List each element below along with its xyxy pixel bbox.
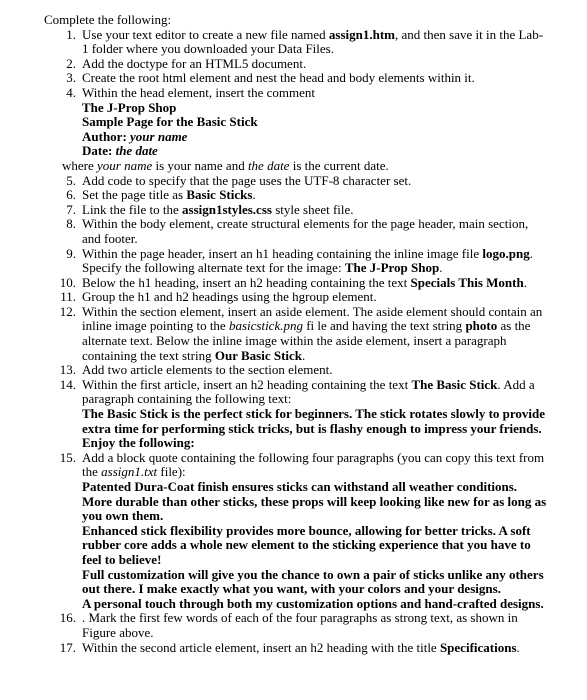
list-item: 16. . Mark the first few words of each of the four paragraphs as strong text, as shown in Figure above.	[44, 611, 547, 640]
list-item: 14. Within the first article, insert an h2 heading containing the text The Basic Stick. Add a paragraph containing the following text: The Basic Stick is the perfect stick for beginners. The stick rotates slowly to provide extra time for performing stick tricks, but is flashy enough to impress your friends. Enjoy the following:	[44, 378, 547, 451]
list-item: 7. Link the file to the assign1styles.css style sheet file.	[44, 203, 547, 218]
item-number: 6.	[66, 187, 76, 203]
comment-line-2: Sample Page for the Basic Stick	[82, 114, 258, 130]
list-item: 5. Add code to specify that the page uses the UTF-8 character set.	[44, 174, 547, 189]
blockquote-paragraph-5: A personal touch through both my customization options and hand-crafted designs.	[82, 595, 544, 611]
list-item: 8. Within the body element, create structural elements for the page header, main section, and footer.	[44, 217, 547, 246]
list-item: 9. Within the page header, insert an h1 heading containing the inline image file logo.png. Specify the following alternate text for the image: The J-Prop Shop.	[44, 247, 547, 276]
list-item: 13. Add two article elements to the section element.	[44, 363, 547, 378]
item-number: 15.	[59, 449, 76, 465]
blockquote-paragraph-4: Full customization will give you the chance to own a pair of sticks unlike any others out there. I make exactly what you want, with your colors and your designs.	[82, 566, 544, 597]
item-number: 5.	[66, 172, 76, 188]
blockquote-paragraph-3: Enhanced stick flexibility provides more bounce, allowing for better tricks. A soft rubber core adds a whole new element to the sticking experience that you have to feel to believe!	[82, 522, 531, 567]
list-item: 11. Group the h1 and h2 headings using the hgroup element.	[44, 290, 547, 305]
item-number: 10.	[59, 274, 76, 290]
list-item: 3. Create the root html element and nest the head and body elements within it.	[44, 71, 547, 86]
comment-line-3: Author: your name	[82, 128, 188, 144]
item-number: 11.	[60, 289, 76, 305]
item-number: 16.	[59, 610, 76, 626]
item-number: 1.	[66, 26, 76, 42]
list-item: 1. Use your text editor to create a new file named assign1.htm, and then save it in the Lab-1 folder where you downloaded your Data Files.	[44, 28, 547, 57]
list-item: 2. Add the doctype for an HTML5 document.	[44, 57, 547, 72]
list-item: 12. Within the section element, insert an aside element. The aside element should contain an inline image pointing to the basicstick.png fi le and having the text string photo as the alternate text. Below the inline image within the aside element, insert a paragraph containing the text string Our Basic Stick.	[44, 305, 547, 363]
blockquote-paragraph-2: More durable than other sticks, these props will keep looking like new for as long as you own them.	[82, 493, 547, 524]
list-item: 15. Add a block quote containing the following four paragraphs (you can copy this text from the assign1.txt file): Patented Dura-Coat finish ensures sticks can withstand all weather conditions. More durable than other sticks, these props will keep looking like new for as long as you own them. Enhanced stick flexibility provides more bounce, allowing for better tricks. A soft rubber core adds a whole new element to the sticking experience that you have to feel to believe! Full customization will give you the chance to own a pair of sticks unlike any others out there. I make exactly what you want, with your colors and your designs. A personal touch through both my customization options and hand-crafted designs.	[44, 451, 547, 612]
list-item: 17. Within the second article element, insert an h2 heading with the title Specifications.	[44, 641, 547, 656]
item-number: 4.	[66, 84, 76, 100]
quoted-paragraph: The Basic Stick is the perfect stick for beginners. The stick rotates slowly to provide extra time for performing stick tricks, but is flashy enough to impress your friends. Enjoy the following:	[82, 406, 546, 451]
blockquote-paragraph-1: Patented Dura-Coat finish ensures sticks can withstand all weather conditions.	[82, 479, 518, 494]
item-number: 13.	[59, 362, 76, 378]
comment-line-1: The J-Prop Shop	[82, 99, 177, 115]
list-item: 6. Set the page title as Basic Sticks.	[44, 188, 547, 203]
comment-line-4: Date: the date	[82, 143, 158, 159]
item-number: 2.	[66, 55, 76, 71]
item-number: 14.	[59, 376, 76, 392]
instruction-list	[44, 28, 547, 159]
item-number: 8.	[66, 216, 76, 232]
item-number: 7.	[66, 201, 76, 217]
intro-text: Complete the following:	[44, 12, 172, 27]
list-item: 4. Within the head element, insert the comment The J-Prop Shop Sample Page for the Basic Stick Author: your name Date: the date	[44, 86, 547, 159]
item-number: 17.	[59, 639, 76, 655]
item-number: 12.	[59, 303, 76, 319]
instruction-list-continued	[44, 174, 547, 656]
where-line: where your name is your name and the date is the current date.	[62, 157, 389, 173]
item-number: 9.	[66, 245, 76, 261]
item-number: 3.	[66, 70, 76, 86]
list-item: 10. Below the h1 heading, insert an h2 heading containing the text Specials This Month.	[44, 276, 547, 291]
